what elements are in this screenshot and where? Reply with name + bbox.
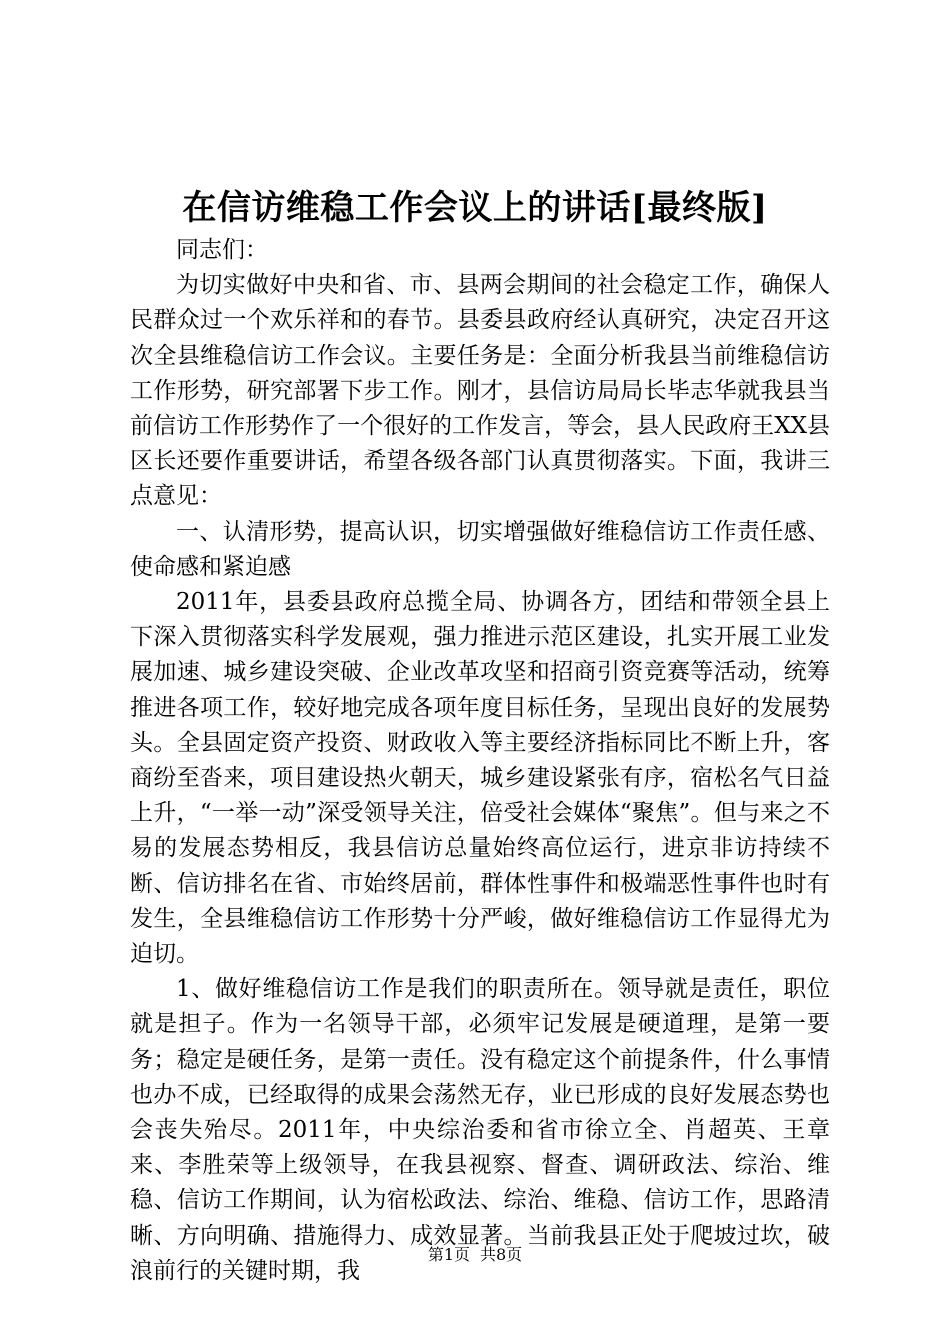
page-total: 共8页	[480, 1245, 523, 1264]
page-footer	[0, 1243, 950, 1267]
salutation-paragraph: 同志们：	[176, 237, 268, 263]
section-heading-1: 一、认清形势，提高认识，切实增强做好维稳信访工作责任感、使命感和紧迫感	[130, 518, 830, 580]
page-number: 第1页	[427, 1245, 470, 1264]
body-paragraph: 2011年，县委县政府总揽全局、协调各方，团结和带领全县上下深入贯彻落实科学发展观，强力推进示范区建设，扎实开展工业发展加速、城乡建设突破、企业改革攻坚和招商引资竞赛等活动，统筹推进各项工作，较好地完成各项年度目标任务，呈现出良好的发展势头。全县固定资产投资、财政收入等主要经济指标同比不断上升，客商纷至沓来，项目建设热火朝天，城乡建设紧张有序，宿松名气日益上升，“一举一动”深受领导关注，倍受社会媒体“聚焦”。但与来之不易的发展态势相反，我县信访总量始终高位运行，进京非访持续不断、信访排名在省、市始终居前，群体性事件和极端恶性事件也时有发生，全县维稳信访工作形势十分严峻，做好维稳信访工作显得尤为迫切。	[130, 589, 830, 968]
document-body	[130, 233, 830, 1289]
body-paragraph: 1、做好维稳信访工作是我们的职责所在。领导就是责任，职位就是担子。作为一名领导干部，必须牢记发展是硬道理，是第一要务；稳定是硬任务，是第一责任。没有稳定这个前提条件，什么事情也办不成，已经取得的成果会荡然无存，业已形成的良好发展态势也会丧失殆尽。2011年，中央综治委和省市徐立全、肖超英、王章来、李胜荣等上级领导，在我县视察、督查、调研政法、综治、维稳、信访工作期间，认为宿松政法、综治、维稳、信访工作，思路清晰、方向明确、措施得力、成效显著。当前我县正处于爬坡过坎，破浪前行的关键时期，我	[130, 976, 830, 1284]
intro-paragraph: 为切实做好中央和省、市、县两会期间的社会稳定工作，确保人民群众过一个欢乐祥和的春节。县委县政府经认真研究，决定召开这次全县维稳信访工作会议。主要任务是：全面分析我县当前维稳信访工作形势，研究部署下步工作。刚才，县信访局局长毕志华就我县当前信访工作形势作了一个很好的工作发言，等会，县人民政府王XX县区长还要作重要讲话，希望各级各部门认真贯彻落实。下面，我讲三点意见：	[130, 272, 830, 510]
document-title: 在信访维稳工作会议上的讲话[最终版]	[182, 188, 768, 228]
